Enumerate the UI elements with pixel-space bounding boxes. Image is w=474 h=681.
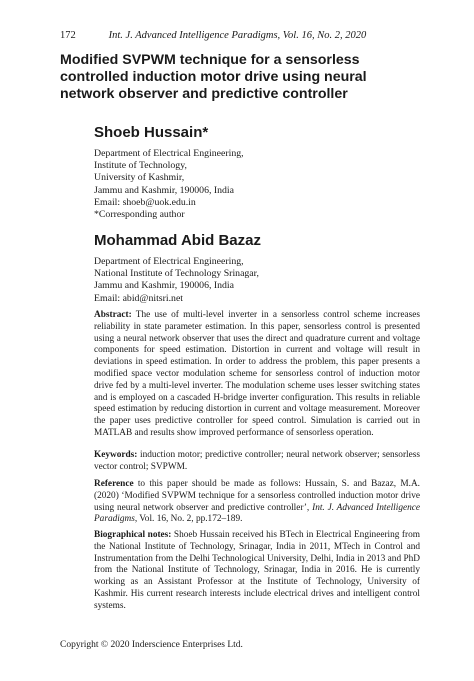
abstract-text: The use of multi-level inverter in a sensorless control scheme increases reliability in state parameter estimation. In this paper, sensorless control is presented using a neural network observer that uses the direct and quadrature current and voltage components for speed estimation. Distortion in current and voltage will result in deviations in speed estimation. In order to address the problem, this paper presents a modified space vector modulation scheme for sensorless control of induction motor drive fed by a multi-level inverter. The modulation scheme uses lesser switching states and is employed on a cascaded H-bridge inverter configuration. This results in reliable speed estimation by reducing distortion in current and voltage measurement. Moreover the paper uses predictive controller for speed control. Simulation is carried out in MATLAB and results show improved performance of sensorless operation. [94, 310, 420, 438]
affiliation-line: National Institute of Technology Srinagar, [94, 268, 259, 280]
running-header [60, 30, 420, 41]
author-name-1: Shoeb Hussain* [94, 124, 209, 141]
keywords-text: induction motor; predictive controller; neural network observer; sensorless vector control; SVPWM. [94, 450, 420, 472]
author-name-2: Mohammad Abid Bazaz [94, 232, 261, 249]
author-email: Email: abid@nitsri.net [94, 292, 184, 304]
page-number: 172 [60, 30, 76, 41]
corresponding-note: *Corresponding author [94, 209, 185, 221]
keywords-label: Keywords: [94, 450, 138, 460]
author-affiliation-2 [94, 256, 424, 305]
copyright-footer: Copyright © 2020 Inderscience Enterprises Ltd. [60, 640, 243, 650]
author-email: Email: shoeb@uok.edu.in [94, 196, 196, 208]
reference-journal: Int. J. Advanced Intelligence Paradigms [94, 502, 421, 525]
abstract [94, 310, 420, 440]
reference-text: to this paper should be made as follows: Hussain, S. and Bazaz, M.A. (2020) ‘Modified SVPWM technique for a sensorless controlled induction motor drive using neural network observer and predictive controller’, [94, 479, 420, 513]
reference [94, 479, 420, 526]
journal-citation: Int. J. Advanced Intelligence Paradigms, Vol. 16, No. 2, 2020 [108, 30, 367, 41]
biographical-text: Shoeb Hussain received his BTech in Electrical Engineering from the National Institute of Technology, Srinagar, India in 2011, MTech in Control and Instrumentation from the Delhi Technological University, Delhi, India in 2013 and PhD from the National Institute of Technology, Srinagar, India in 2016. He is currently working as an Assistant Professor at the Institute of Technology, University of Kashmir. His current research interests include electrical drives and intelligent control systems. [94, 530, 421, 611]
author-affiliation-1 [94, 148, 424, 221]
biographical-notes [94, 530, 420, 613]
reference-details: , Vol. 16, No. 2, pp.172–189. [134, 514, 243, 525]
abstract-label: Abstract: [94, 310, 132, 320]
affiliation-line: Department of Electrical Engineering, [94, 256, 244, 267]
affiliation-line: Jammu and Kashmir, 190006, India [94, 184, 235, 196]
affiliation-line: Institute of Technology, [94, 160, 187, 172]
affiliation-line: Jammu and Kashmir, 190006, India [94, 280, 235, 292]
affiliation-line: Department of Electrical Engineering, [94, 148, 244, 159]
biographical-label: Biographical notes: [94, 530, 172, 540]
affiliation-line: University of Kashmir, [94, 172, 185, 184]
keywords [94, 450, 420, 474]
paper-title: Modified SVPWM technique for a sensorless controlled induction motor drive using neural network observer and predictive controller [60, 52, 367, 102]
reference-label: Reference [94, 479, 134, 489]
